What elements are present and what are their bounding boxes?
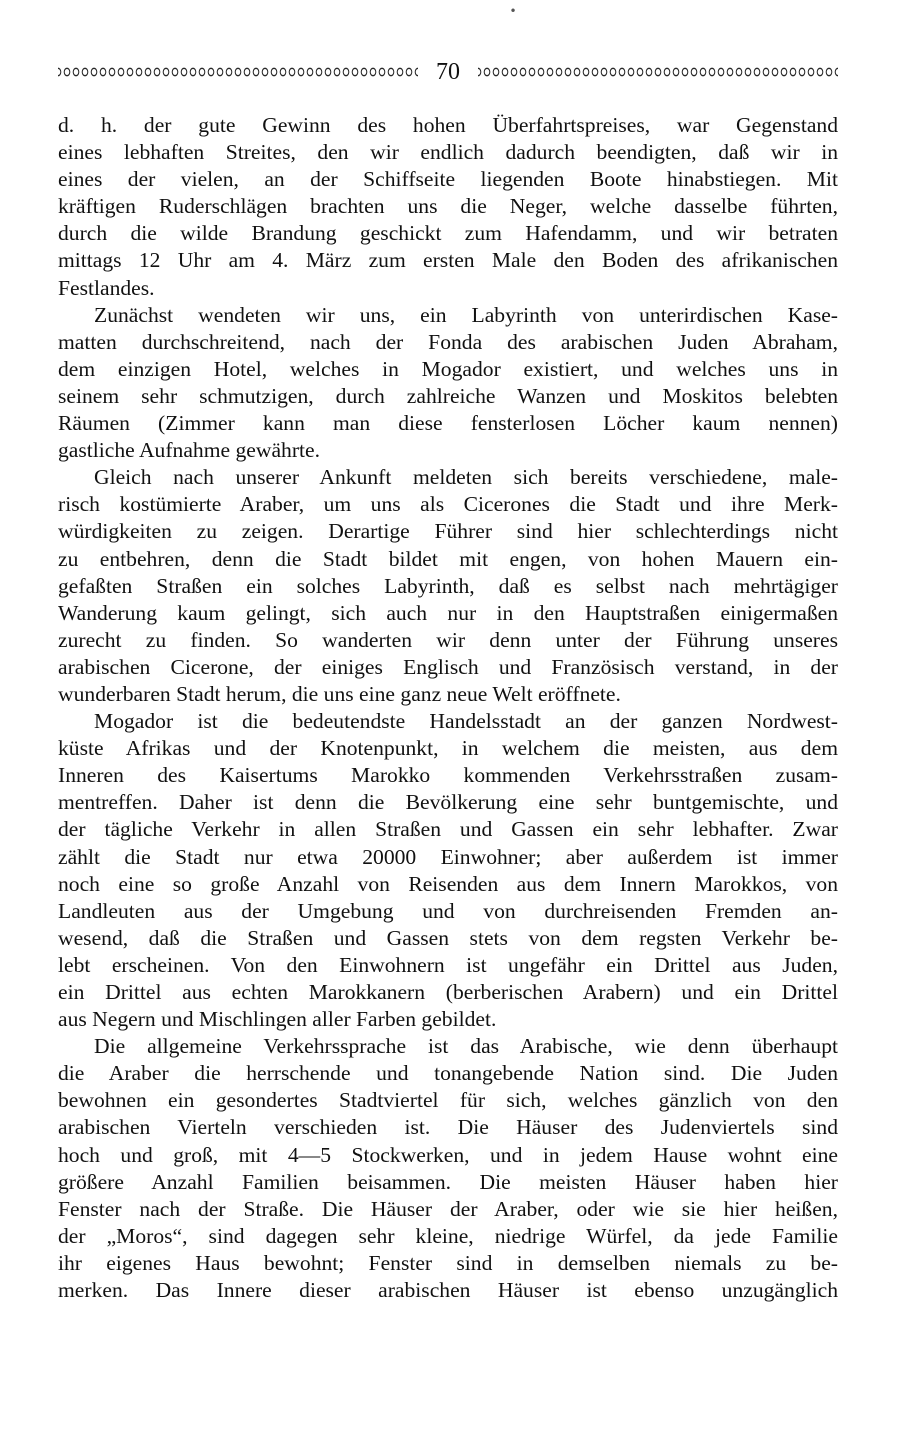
text-line: Zunächst wendeten wir uns, ein Labyrinth von unterirdischen Kase- [94,302,838,327]
text-line: Inneren des Kaisertums Marokko kommenden Verkehrsstraßen zusam- [58,763,838,788]
text-line: größere Anzahl Familien beisammen. Die meisten Häuser haben hier [58,1169,838,1194]
text-line: matten durchschreitend, nach der Fonda des arabischen Juden Abraham, [58,329,838,354]
text-line: zählt die Stadt nur etwa 20000 Einwohner; aber außerdem ist immer [58,844,838,869]
text-line: arabischen Cicerone, der einiges Englisch und Französisch verstand, in der [58,654,838,679]
text-line: hoch und groß, mit 4—5 Stockwerken, und in jedem Hause wohnt eine [58,1142,838,1167]
text-line: wunderbaren Stadt herum, die uns eine ganz neue Welt eröffnete. [58,681,621,706]
text-line: der „Moros“, sind dagegen sehr kleine, niedrige Würfel, da jede Familie [58,1223,838,1248]
text-line: Festlandes. [58,275,155,300]
text-line: d. h. der gute Gewinn des hohen Überfahrtspreises, war Gegenstand [58,113,838,137]
text-line: gefaßten Straßen ein solches Labyrinth, daß es selbst nach mehrtägiger [58,573,838,598]
text-line: mittags 12 Uhr am 4. März zum ersten Male den Boden des afrikanischen [58,248,838,273]
text-line: ihr eigenes Haus bewohnt; Fenster sind in demselben niemals zu be- [58,1250,838,1275]
text-line: eines lebhaften Streites, den wir endlich dadurch beendigten, daß wir in [58,140,838,165]
text-line: Wanderung kaum gelingt, sich auch nur in den Hauptstraßen einigermaßen [58,600,838,625]
text-line: zu entbehren, denn die Stadt bildet mit engen, von hohen Mauern ein- [58,546,838,571]
ornament-rule-left [58,66,418,78]
text-line: ein Drittel aus echten Marokkanern (berberischen Arabern) und ein Drittel [58,980,838,1004]
text-line: Gleich nach unserer Ankunft meldeten sich bereits verschiedene, male- [94,465,838,490]
text-line: Räumen (Zimmer kann man diese fensterlosen Löcher kaum nennen) [58,411,838,436]
text-line: würdigkeiten zu zeigen. Derartige Führer sind hier schlechterdings nicht [58,519,838,544]
text-line: zurecht zu finden. So wanderten wir denn unter der Führung unseres [58,627,838,652]
text-line: risch kostümierte Araber, um uns als Cicerones die Stadt und ihre Merk- [58,492,838,517]
text-line: Landleuten aus der Umgebung und von durchreisenden Fremden an- [58,898,838,923]
text-line: lebt erscheinen. Von den Einwohnern ist ungefähr ein Drittel aus Juden, [58,952,838,977]
text-line: aus Negern und Mischlingen aller Farben gebildet. [58,1007,497,1032]
text-line: küste Afrikas und der Knotenpunkt, in welchem die meisten, aus dem [58,736,838,761]
ornament-rule-right [478,66,838,78]
text-line: Mogador ist die bedeutendste Handelsstadt an der ganzen Nordwest- [94,709,838,734]
page-mark: • [509,4,517,18]
page-number: 70 [436,59,460,85]
text-line: der tägliche Verkehr in allen Straßen und Gassen ein sehr lebhafter. Zwar [58,817,838,842]
text-line: mentreffen. Daher ist denn die Bevölkerung eine sehr buntgemischte, und [58,790,838,815]
text-line: durch die wilde Brandung geschickt zum Hafendamm, und wir betraten [58,221,838,246]
text-line: merken. Das Innere dieser arabischen Häuser ist ebenso unzugänglich [58,1278,838,1303]
text-line: seinem sehr schmutzigen, durch zahlreiche Wanzen und Moskitos belebten [58,383,838,408]
text-line: noch eine so große Anzahl von Reisenden aus dem Innern Marokkos, von [58,871,838,896]
text-line: Die allgemeine Verkehrssprache ist das Arabische, wie denn überhaupt [94,1034,838,1059]
text-line: bewohnen ein gesondertes Stadtviertel für sich, welches gänzlich von den [58,1088,838,1113]
text-line: eines der vielen, an der Schiffseite liegenden Boote hinabstiegen. Mit [58,167,838,192]
text-line: gastliche Aufnahme gewährte. [58,438,321,463]
body-text [58,112,838,1304]
text-line: kräftigen Ruderschlägen brachten uns die Neger, welche dasselbe führten, [58,194,838,219]
page-header [58,56,838,88]
text-line: die Araber die herrschende und tonangebende Nation sind. Die Juden [58,1061,838,1086]
text-line: dem einzigen Hotel, welches in Mogador existiert, und welches uns in [58,356,838,381]
text-line: Fenster nach der Straße. Die Häuser der Araber, oder wie sie hier heißen, [58,1196,838,1221]
text-line: wesend, daß die Straßen und Gassen stets von dem regsten Verkehr be- [58,925,838,950]
text-line: arabischen Vierteln verschieden ist. Die Häuser des Judenviertels sind [58,1115,838,1140]
